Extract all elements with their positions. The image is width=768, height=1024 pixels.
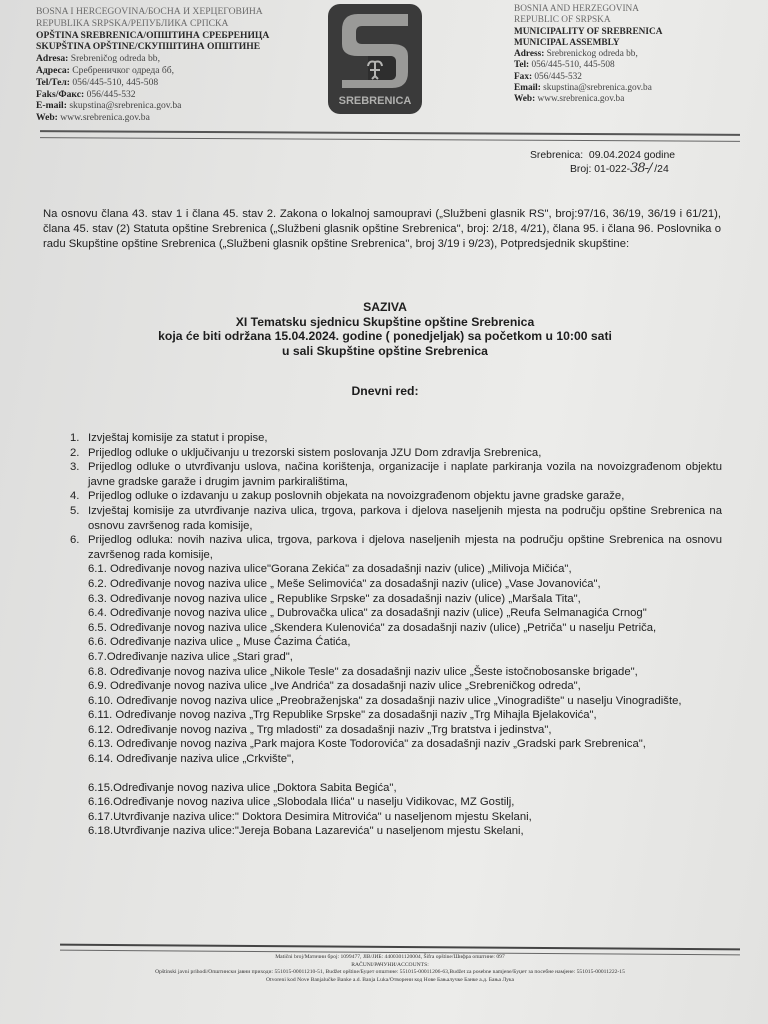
footer-registration: Matični broj/Матични број: 1099477, JIB/ЈИБ: 4400301120004, Šifra opštine/Шифра општине: 097	[275, 954, 505, 960]
agenda-item: 4. Prijedlog odluke o izdavanju u zakup poslovnih objekata na novoizgrađenom objektu javne gradske garaže,	[70, 490, 625, 503]
agenda-subitem: 6.1. Određivanje novog naziva ulice"Gorana Zekića" za dosadašnji naziv (ulice) „Milivoja Mičića",	[88, 563, 572, 576]
agenda-subitem: 6.6. Određivanje naziva ulice „ Muse Ćazima Ćatića,	[88, 636, 351, 649]
footer-accounts-heading: RAČUNI/РАЧУНИ/ACCOUNTS:	[351, 961, 429, 968]
agenda-subitem: 6.14. Određivanje naziva ulice „Crkvište",	[88, 753, 295, 766]
header-divider	[40, 130, 740, 142]
handwritten-number: 38-/	[630, 161, 652, 176]
header-address: Adresa: Srebreničog odreda bb,	[36, 53, 160, 65]
header-email: E-mail: skupstina@srebrenica.gov.ba	[36, 100, 182, 112]
agenda-subitem: 6.13. Određivanje novog naziva „Park majora Koste Todorovića" za dosadašnji naziv „Gradski park Srebrenica",	[88, 738, 646, 751]
agenda-subitem: 6.10. Određivanje novog naziva ulice „Preobraženjska" za dosadašnji naziv ulice „Vinogradište" u naselju Vinogradište,	[88, 694, 682, 707]
logo-text: SREBRENICA	[338, 95, 412, 107]
header-phone-en: Tel: 056/445-510, 445-508	[514, 60, 615, 71]
header-email-en: Email: skupstina@srebrenica.gov.ba	[514, 83, 652, 94]
session-datetime: koja će biti održana 15.04.2024. godine ( ponedjeljak) sa početkom u 10:00 sati	[158, 329, 612, 343]
s-emblem-icon	[328, 4, 422, 114]
agenda-subitem: 6.2. Određivanje novog naziva ulice „ Meše Selimovića" za dosadašnji naziv (ulice) „Vase Jovanovića",	[88, 577, 601, 590]
agenda-subitem: 6.3. Određivanje novog naziva ulice „ Republike Srpske" za dosadašnji naziv (ulice) „Maršala Tita",	[88, 592, 581, 605]
agenda-subitem: 6.7.Određivanje naziva ulice „Stari grad",	[88, 650, 293, 663]
agenda-item: 5. Izvještaj komisije za utvrđivanje naziva ulica, trgova, parkova i djelova naseljenih mjesta na području opštine Srebrenica na osnovu završenog rada komisije,	[70, 504, 722, 532]
agenda-subitem: 6.11. Određivanje novog naziva „Trg Republike Srpske" za dosadašnji naziv „Trg Mihajla Bjelakovića",	[88, 709, 597, 722]
agenda-item: 2. Prijedlog odluke o uključivanju u trezorski sistem poslovanja JZU Dom zdravlja Srebrenica,	[70, 446, 542, 459]
legal-basis-paragraph: Na osnovu člana 43. stav 1 i člana 45. stav 2. Zakona o lokalnoj samoupravi („Službeni glasnik RS", broj:97/16, 36/19, 36/19 i 61/21), člana 45. stav (2) Statuta opštine Srebrenica („Službeni glasnik opštine Srebrenica", broj: 2/18, 4/21), člana 95. i člana 96. Poslovnika o radu Skupštine opštine Srebrenica („Službeni glasnik opštine Srebrenica", broj 3/19 i 9/23), Potpredsjednik skupštine:	[43, 208, 721, 251]
agenda-subitem: 6.15.Određivanje novog naziva ulice „Doktora Sabita Begića",	[88, 781, 397, 794]
session-name: XI Tematsku sjednicu Skupštine opštine Srebrenica	[235, 314, 535, 329]
header-right-block	[514, 4, 662, 106]
header-address-en: Adress: Srebrenickog odreda bb,	[514, 49, 638, 60]
header-assembly-en: MUNICIPAL ASSEMBLY	[514, 37, 620, 48]
agenda-item: 6. Prijedlog odluka: novih naziva ulica, trgova, parkova i djelova naseljenih mjesta na području opštine Srebrenica na osnovu završenog rada komisije,	[70, 534, 722, 561]
header-entity: REPUBLIKA SRPSKA/РЕПУБЛИКА СРПСКА	[36, 17, 229, 29]
convocation-title-block	[100, 300, 670, 358]
agenda-item: 3. Prijedlog odluke o utvrđivanju uslova, načina korištenja, organizacije i naplate parkiranja vozila na novoizgrađenom objektu javne gradske garaže i drugim javnim parkiralištima,	[70, 461, 722, 488]
srebrenica-coat-of-arms-logo	[328, 4, 422, 114]
document-date: 09.04.2024 godine	[588, 150, 676, 161]
agenda-item: 1. Izvještaj komisije za statut i propise,	[70, 432, 268, 444]
header-phone: Tel/Тел: 056/445-510, 445-508	[36, 76, 159, 88]
header-address-cyrillic: Адреса: Сребреничког одреда бб,	[36, 64, 175, 76]
footer-bank: Otvoreni kod Nove Banjalučke Banke a.d. Banja Luka/Отворени код Нове Бањалучке Банке а.д. Бања Лука	[266, 976, 514, 983]
agenda-subitem: 6.17.Utvrđivanje naziva ulice:" Doktora Desimira Mitrovića" u naseljenom mjestu Skelani,	[88, 810, 532, 823]
reference-number-line: Broj: 01-022-38-/ /24	[570, 161, 669, 176]
footer-accounts: Opštinski javni prihodi/Општински јавни приходи: 551015-00011210-51, Budžet opštine/Буџет општине: 551015-00011206-63,Budžet za posebne namjene/Буџет за посебне намјене: 551015-00011222-15	[155, 969, 625, 976]
session-location: u sali Skupštine opštine Srebrenica	[282, 343, 488, 358]
agenda-subitem: 6.12. Određivanje novog naziva „ Trg mladosti" za dosadašnji naziv „Trg bratstva i jedinstva",	[88, 723, 552, 736]
header-assembly: SKUPŠTINA OPŠTINE/СКУПШТИНА ОПШТИНЕ	[36, 41, 261, 53]
header-entity-en: REPUBLIC OF SRPSKA	[514, 15, 611, 26]
agenda-subitem: 6.16.Određivanje novog naziva ulice „Slobodala Ilića" u naselju Vidikovac, MZ Gostilj,	[88, 796, 515, 809]
header-country: BOSNA I HERCEGOVINA/БОСНА И ХЕРЦЕГОВИНА	[36, 6, 263, 17]
header-web: Web: www.srebrenica.gov.ba	[36, 112, 150, 124]
header-fax: Faks/Факс: 056/445-532	[36, 88, 136, 100]
agenda-heading: Dnevni red:	[351, 384, 419, 398]
date-line: Srebrenica: 09.04.2024 godine	[530, 150, 676, 161]
agenda-subitem: 6.8. Određivanje novog naziva ulice „Nikole Tesle" za dosadašnji naziv ulice „Šeste istočnobosanske brigade",	[88, 665, 638, 678]
agenda-subitem: 6.5. Određivanje novog naziva ulice „Skendera Kulenovića" za dosadašnji naziv (ulice) „Petriča" u naselju Petriča,	[88, 621, 657, 634]
date-number-block	[530, 149, 675, 176]
header-left-block	[36, 6, 269, 124]
footer-block	[80, 954, 700, 984]
agenda-list	[70, 431, 722, 839]
header-fax-en: Fax: 056/445-532	[514, 71, 582, 82]
header-municipality: OPŠTINA SREBRENICA/ОПШТИНА СРЕБРЕНИЦА	[36, 29, 270, 41]
agenda-subitem: 6.9. Određivanje novog naziva ulice „Ive Andrića" za dosadašnji naziv ulice „Srebreničkog odreda",	[88, 680, 581, 693]
header-municipality-en: MUNICIPALITY OF SREBRENICA	[514, 26, 663, 37]
header-web-en: Web: www.srebrenica.gov.ba	[514, 94, 625, 105]
header-country-en: BOSNIA AND HERZEGOVINA	[514, 4, 639, 14]
agenda-subitem: 6.18.Utvrđivanje naziva ulice:"Jereja Bobana Lazarevića" u naseljenom mjestu Skelani,	[88, 825, 524, 838]
convocation-heading: SAZIVA	[363, 300, 407, 314]
spacer	[70, 767, 722, 781]
agenda-subitem: 6.4. Određivanje novog naziva ulice „ Dubrovačka ulica" za dosadašnji naziv (ulice) „Reufa Selmanagića Crnog"	[88, 607, 647, 620]
